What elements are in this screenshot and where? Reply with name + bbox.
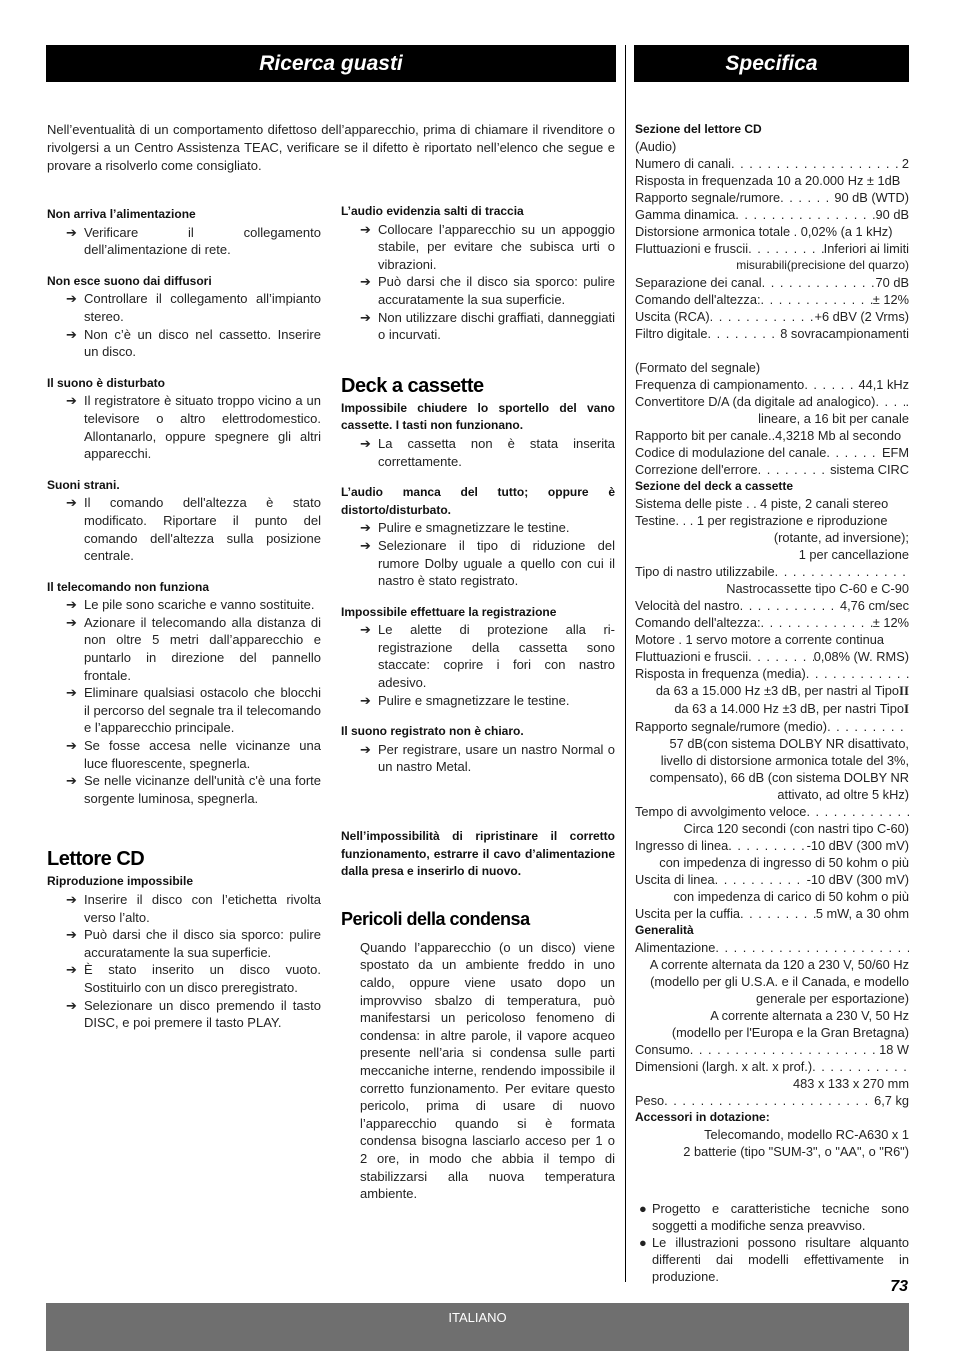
remedy-text: Pulire e smagnetizzare le testine. bbox=[378, 520, 570, 536]
spec-format-rows bbox=[635, 376, 909, 410]
arrow-right-icon: ➔ bbox=[66, 495, 77, 511]
spec-line: Testine. . . 1 per registrazione e riproduzione bbox=[635, 513, 888, 528]
spec-row bbox=[635, 325, 909, 342]
spec-label: Comando dell'altezza: bbox=[635, 615, 761, 630]
spec-row bbox=[635, 155, 909, 172]
spec-label: Risposta in frequenzada 10 a 20.000 Hz ± 1dB bbox=[635, 173, 901, 188]
spec-row bbox=[635, 274, 909, 291]
bullet-icon: ● bbox=[639, 1201, 647, 1216]
spec-row bbox=[635, 648, 909, 665]
footer-bar bbox=[46, 1303, 909, 1351]
problem-title: Il suono è disturbato bbox=[47, 375, 166, 390]
spec-line: Circa 120 secondi (con nastri tipo C-60) bbox=[683, 821, 909, 836]
specs-header bbox=[634, 45, 909, 82]
spec-row bbox=[635, 172, 909, 189]
spec-row: Consumo . . . 18 W bbox=[635, 1041, 909, 1058]
spec-line: 2 batterie (tipo "SUM-3", o "AA", o "R6") bbox=[683, 1144, 909, 1159]
spec-line: 1 per cancellazione bbox=[798, 547, 909, 562]
remedy-item bbox=[47, 392, 321, 462]
spec-value: . bbox=[905, 394, 909, 409]
remedy-item bbox=[47, 961, 321, 996]
arrow-right-icon: ➔ bbox=[66, 614, 77, 630]
arrow-right-icon: ➔ bbox=[66, 291, 77, 307]
spec-value: 2 bbox=[901, 156, 909, 171]
deck-section-title: Deck a cassette bbox=[341, 374, 484, 397]
remedy-item bbox=[47, 997, 321, 1032]
spec-value: sistema CIRC bbox=[830, 462, 909, 477]
spec-row bbox=[635, 189, 909, 206]
remedy-item bbox=[341, 221, 615, 274]
problem-title: Il suono registrato non è chiaro. bbox=[341, 724, 524, 739]
remedy-text: Non c’è un disco nel cassetto. Inserire un disco. bbox=[84, 326, 321, 360]
spec-line: attivato, ad oltre 5 kHz) bbox=[777, 787, 909, 802]
remedy-text: Se nelle vicinanze dell'unità c'è una forte sorgente luminosa, spegnerla. bbox=[84, 773, 321, 806]
spec-line: Sistema delle piste . . 4 piste, 2 canali stereo bbox=[635, 496, 889, 511]
specifications-column bbox=[635, 121, 909, 1285]
remedy-item bbox=[47, 891, 321, 926]
spec-notes bbox=[635, 1200, 909, 1285]
problem-list bbox=[341, 203, 615, 344]
spec-row: Alimentazione . . . bbox=[635, 939, 909, 956]
condensation-text: Quando l’apparecchio (o un disco) viene spostato da un ambiente freddo in uno caldo, oppure viene usato dopo un improvviso sbalzo di temperatura, può manifestarsi un pericoloso fenomeno di condensa: in altre parole, il vapore acqueo presente nell’aria si condensa sulle parti meccaniche interne, rendendo impossibile il corretto funzionamento. Per evitare questo pericolo, prima di usare di nuovo l’apparecchio quando si è formata condensa bisogna lasciarlo acceso per 1 o 2 ore, in modo che abbia il tempo di stabilizzarsi alla nuova temperatura ambiente. bbox=[360, 939, 615, 1202]
spec-line: compensato), 66 dB (con sistema DOLBY NR bbox=[649, 770, 909, 785]
arrow-right-icon: ➔ bbox=[360, 435, 371, 451]
remedy-item bbox=[341, 621, 615, 691]
remedy-text: Inserire il disco con l’etichetta rivolta verso l’alto. bbox=[84, 892, 321, 925]
spec-line: (modello per gli U.S.A. e il Canada, e modello bbox=[650, 974, 909, 989]
spec-line: Telecomando, modello RC-A630 x 1 bbox=[704, 1127, 909, 1142]
spec-label: Gamma dinamica bbox=[635, 207, 736, 222]
spec-value: ± 12% bbox=[872, 615, 909, 630]
spec-value: 90 dB (WTD) bbox=[834, 190, 909, 205]
spec-value: 44,1 kHz bbox=[858, 377, 909, 392]
spec-label: Codice di modulazione del canale bbox=[635, 445, 827, 460]
spec-value: +6 dBV (2 Vrms) bbox=[814, 309, 909, 324]
remedy-text: Verificare il collegamento dell’alimentazione di rete. bbox=[84, 224, 321, 258]
remedy-text: Selezionare un disco premendo il tasto DISC, e poi premere il tasto PLAY. bbox=[84, 997, 321, 1031]
spec-label: Filtro digitale bbox=[635, 326, 708, 341]
spec-label: Numero di canali bbox=[635, 156, 732, 171]
specs-title: Specifica bbox=[725, 51, 818, 75]
spec-value: 70 dB bbox=[875, 275, 909, 290]
arrow-right-icon: ➔ bbox=[360, 537, 371, 553]
spec-row bbox=[635, 376, 909, 393]
spec-row bbox=[635, 291, 909, 308]
remedy-item bbox=[47, 772, 321, 807]
arrow-right-icon: ➔ bbox=[66, 685, 77, 701]
arrow-right-icon: ➔ bbox=[360, 274, 371, 290]
arrow-right-icon: ➔ bbox=[360, 309, 371, 325]
arrow-right-icon: ➔ bbox=[66, 962, 77, 978]
remedy-text: Per registrare, usare un nastro Normal o un nastro Metal. bbox=[378, 741, 615, 775]
remedy-item bbox=[47, 614, 321, 684]
deck-problem-list bbox=[341, 400, 615, 776]
spec-row bbox=[635, 614, 909, 631]
remedy-item bbox=[341, 309, 615, 344]
spec-line: con impedenza di carico di 50 kohm o più bbox=[673, 889, 909, 904]
intro-paragraph: Nell’eventualità di un comportamento difettoso dell’apparecchio, prima di chiamare il rivenditore o rivolgersi a un Centro Assistenza TEAC, verificare se il difetto è riportato nell’elenco che segue e provare a risolverlo come consigliato. bbox=[47, 122, 615, 173]
spec-cd-rows bbox=[635, 274, 909, 342]
remedy-text: Se fosse accesa nelle vicinanze una luce fluorescente, spegnerla. bbox=[84, 738, 321, 771]
spec-line: 57 dB(con sistema DOLBY NR disattivato, bbox=[669, 736, 909, 751]
spec-label: Velocità del nastro bbox=[635, 598, 740, 613]
spec-label: Frequenza di campionamento bbox=[635, 377, 805, 392]
remedy-text: Le alette di protezione alla ri-registrazione della cassetta sono staccate: coprire i fori con nastro adesivo. bbox=[378, 622, 615, 691]
problem-title: Non esce suono dai diffusori bbox=[47, 273, 212, 288]
spec-line: A corrente alternata da 120 a 230 V, 50/60 Hz bbox=[649, 957, 909, 972]
spec-row bbox=[635, 393, 909, 410]
spec-label: Distorsione armonica totale . 0,02% (a 1 kHz) bbox=[635, 224, 893, 239]
cd-problem-list bbox=[47, 873, 321, 1031]
problem-title: Non arriva l’alimentazione bbox=[47, 207, 196, 221]
remedy-item bbox=[47, 224, 321, 259]
spec-line: da 63 a 14.000 Hz ±3 dB, per nastri TipoI bbox=[674, 701, 909, 716]
spec-row bbox=[635, 427, 909, 444]
arrow-right-icon: ➔ bbox=[360, 221, 371, 237]
problem-title: Impossibile chiudere lo sportello del vano cassette. I tasti non funzionano. bbox=[341, 400, 615, 433]
spec-line: da 63 a 15.000 Hz ±3 dB, per nastri al TipoII bbox=[655, 683, 909, 698]
spec-line: (rotante, ad inversione); bbox=[773, 530, 909, 545]
condensation-title: Pericoli della condensa bbox=[341, 908, 530, 929]
spec-label: Uscita (RCA) bbox=[635, 309, 710, 324]
problem-title: Il telecomando non funziona bbox=[47, 579, 209, 594]
remedy-item bbox=[341, 435, 615, 470]
spec-label: Convertitore D/A (da digitale ad analogico) bbox=[635, 394, 876, 409]
spec-line: (modello per l'Europa e la Gran Bretagna) bbox=[671, 1025, 909, 1040]
arrow-right-icon: ➔ bbox=[360, 692, 371, 708]
remedy-text: Le pile sono scariche e vanno sostituite. bbox=[84, 597, 315, 613]
spec-deck-heading: Sezione del deck a cassette bbox=[635, 479, 794, 493]
spec-value: EFM bbox=[881, 445, 909, 460]
remedy-item bbox=[47, 326, 321, 361]
spec-line: lineare, a 16 bit per canale bbox=[758, 411, 909, 426]
spec-row: Peso . . . 6,7 kg bbox=[635, 1092, 909, 1109]
arrow-right-icon: ➔ bbox=[66, 997, 77, 1013]
remedy-item bbox=[47, 684, 321, 737]
spec-value: 8 sovracampionamenti bbox=[780, 326, 909, 341]
troubleshooting-column-1 bbox=[47, 206, 321, 1032]
spec-label: Fluttuazioni e fruscii bbox=[635, 241, 749, 256]
spec-line: misurabili(precisione del quarzo) bbox=[736, 258, 909, 272]
remedy-text: Controllare il collegamento all’impianto stereo. bbox=[84, 291, 321, 324]
remedy-item bbox=[341, 519, 615, 537]
spec-label: Correzione dell'errore bbox=[635, 462, 758, 477]
remedy-text: Selezionare il tipo di riduzione del rumore Dolby uguale a quello con cui il nastro è stato registrato. bbox=[378, 537, 615, 589]
cd-section-title: Lettore CD bbox=[47, 848, 145, 871]
spec-general-heading: Generalità bbox=[635, 923, 694, 937]
spec-label: Motore . 1 servo motore a corrente continua bbox=[635, 632, 884, 647]
spec-row bbox=[635, 597, 909, 614]
remedy-text: La cassetta non è stata inserita correttamente. bbox=[378, 435, 615, 469]
arrow-right-icon: ➔ bbox=[66, 393, 77, 409]
arrow-right-icon: ➔ bbox=[360, 622, 371, 638]
column-divider bbox=[625, 45, 626, 1282]
remedy-text: Azionare il telecomando alla distanza di non oltre 5 metri dall’apparecchio e puntarlo in direzione del pannello frontale. bbox=[84, 614, 321, 683]
spec-row: Rapporto segnale/rumore (medio) . . . bbox=[635, 718, 909, 735]
spec-line: con impedenza di ingresso di 50 kohm o più bbox=[659, 855, 909, 870]
spec-row bbox=[635, 631, 909, 648]
arrow-right-icon: ➔ bbox=[66, 927, 77, 943]
remedy-item bbox=[341, 273, 615, 308]
problem-title: Impossibile effettuare la registrazione bbox=[341, 604, 557, 619]
remedy-text: Eliminare qualsiasi ostacolo che blocchi il percorso del segnale tra il telecomando e l’apparecchio principale. bbox=[84, 685, 321, 736]
spec-line: A corrente alternata a 230 V, 50 Hz bbox=[710, 1008, 909, 1023]
remedy-text: Collocare l’apparecchio su un appoggio stabile, per evitare che subisca urti o vibrazioni. bbox=[378, 221, 615, 272]
remedy-text: Pulire e smagnetizzare le testine. bbox=[378, 692, 570, 708]
note-text: Le illustrazioni possono risultare alquanto differenti dai modelli effettivamente in produzione. bbox=[652, 1235, 909, 1284]
arrow-right-icon: ➔ bbox=[66, 738, 77, 754]
spec-line: Nastrocassette tipo C-60 e C-90 bbox=[726, 581, 909, 596]
spec-label: Comando dell'altezza: bbox=[635, 292, 761, 307]
note-text: Progetto e caratteristiche tecniche sono soggetti a modifiche senza preavviso. bbox=[652, 1201, 909, 1233]
spec-row bbox=[635, 206, 909, 223]
remedy-item bbox=[341, 537, 615, 590]
spec-audio-label: (Audio) bbox=[635, 139, 677, 154]
troubleshooting-header bbox=[46, 45, 616, 82]
arrow-right-icon: ➔ bbox=[360, 520, 371, 536]
spec-row: Risposta in frequenza (media) . . . bbox=[635, 665, 909, 682]
spec-row bbox=[635, 223, 909, 240]
spec-value: Inferiori ai limiti bbox=[823, 241, 909, 256]
spec-row bbox=[635, 308, 909, 325]
remedy-text: Non utilizzare dischi graffiati, danneggiati o incurvati. bbox=[378, 309, 615, 343]
troubleshooting-column-2 bbox=[341, 203, 615, 1203]
spec-value: 0,08% (W. RMS) bbox=[813, 649, 909, 664]
spec-cd-heading: Sezione del lettore CD bbox=[635, 122, 762, 136]
remedy-text: Il comando dell'altezza è stato modificato. Riportare il punto del comando dell'altezza sulla posizione centrale. bbox=[84, 495, 321, 564]
arrow-right-icon: ➔ bbox=[66, 773, 77, 789]
remedy-text: Può darsi che il disco sia sporco: pulire accuratamente la sua superficie. bbox=[378, 274, 615, 307]
remedy-item bbox=[341, 741, 615, 776]
problem-title: L’audio manca del tutto; oppure è distorto/disturbato. bbox=[341, 485, 615, 517]
spec-row: Tempo di avvolgimento veloce . . . bbox=[635, 803, 909, 820]
spec-format-label: (Formato del segnale) bbox=[635, 360, 761, 375]
arrow-right-icon: ➔ bbox=[66, 224, 77, 240]
spec-format-rows bbox=[635, 427, 909, 478]
spec-row bbox=[635, 444, 909, 461]
remedy-text: È stato inserito un disco vuoto. Sostituirlo con un disco preregistrato. bbox=[84, 962, 321, 995]
spec-row: Tipo di nastro utilizzabile . . . bbox=[635, 563, 909, 580]
problem-title: Riproduzione impossibile bbox=[47, 874, 194, 889]
remedy-item bbox=[47, 926, 321, 961]
page-number: 73 bbox=[890, 1278, 908, 1295]
language-label: ITALIANO bbox=[448, 1310, 507, 1325]
spec-line: livello di distorsione armonica totale del 3%, bbox=[660, 753, 909, 768]
remedy-item bbox=[47, 290, 321, 325]
remedy-item bbox=[47, 596, 321, 614]
spec-value: 90 dB bbox=[875, 207, 909, 222]
reset-note: Nell’impossibilità di ripristinare il corretto funzionamento, estrarre il cavo d’alimentazione dalla presa e inserirlo di nuovo. bbox=[341, 829, 615, 879]
remedy-text: Il registratore è situato troppo vicino a un televisore o altro elettrodomestico. Allontanarlo, oppure spegnere gli altri apparecchi. bbox=[84, 393, 321, 462]
spec-value: 4,76 cm/sec bbox=[840, 598, 909, 613]
spec-row bbox=[635, 461, 909, 478]
remedy-text: Può darsi che il disco sia sporco: pulire accuratamente la sua superficie. bbox=[84, 927, 321, 960]
arrow-right-icon: ➔ bbox=[66, 326, 77, 342]
spec-label: Rapporto segnale/rumore bbox=[635, 190, 781, 205]
spec-row bbox=[635, 240, 909, 257]
spec-accessories-heading: Accessori in dotazione: bbox=[635, 1110, 770, 1124]
remedy-item bbox=[341, 692, 615, 710]
spec-row: Dimensioni (largh. x alt. x prof.) . . . bbox=[635, 1058, 909, 1075]
spec-label: Rapporto bit per canale..4,3218 Mb al secondo bbox=[635, 428, 902, 443]
note-item bbox=[635, 1200, 909, 1234]
remedy-item bbox=[47, 494, 321, 564]
problem-title: L’audio evidenzia salti di traccia bbox=[341, 204, 524, 218]
remedy-item bbox=[47, 737, 321, 772]
arrow-right-icon: ➔ bbox=[360, 741, 371, 757]
arrow-right-icon: ➔ bbox=[66, 597, 77, 613]
spec-value: ± 12% bbox=[872, 292, 909, 307]
spec-row: Ingresso di linea . . . -10 dBV (300 mV) bbox=[635, 837, 909, 854]
spec-label: Fluttuazioni e fruscii bbox=[635, 649, 749, 664]
spec-deck-rows bbox=[635, 597, 909, 665]
spec-row: Uscita per la cuffia . . . 5 mW, a 30 ohm bbox=[635, 905, 909, 922]
spec-label: Separazione dei canal bbox=[635, 275, 762, 290]
problem-title: Suoni strani. bbox=[47, 477, 120, 492]
spec-line: generale per esportazione) bbox=[756, 991, 909, 1006]
arrow-right-icon: ➔ bbox=[66, 892, 77, 907]
spec-line: 483 x 133 x 270 mm bbox=[793, 1076, 909, 1091]
bullet-icon: ● bbox=[639, 1235, 647, 1250]
problem-list bbox=[47, 206, 321, 807]
troubleshooting-title: Ricerca guasti bbox=[259, 51, 403, 75]
spec-row: Uscita di linea . . . -10 dBV (300 mV) bbox=[635, 871, 909, 888]
spec-cd-rows bbox=[635, 155, 909, 257]
